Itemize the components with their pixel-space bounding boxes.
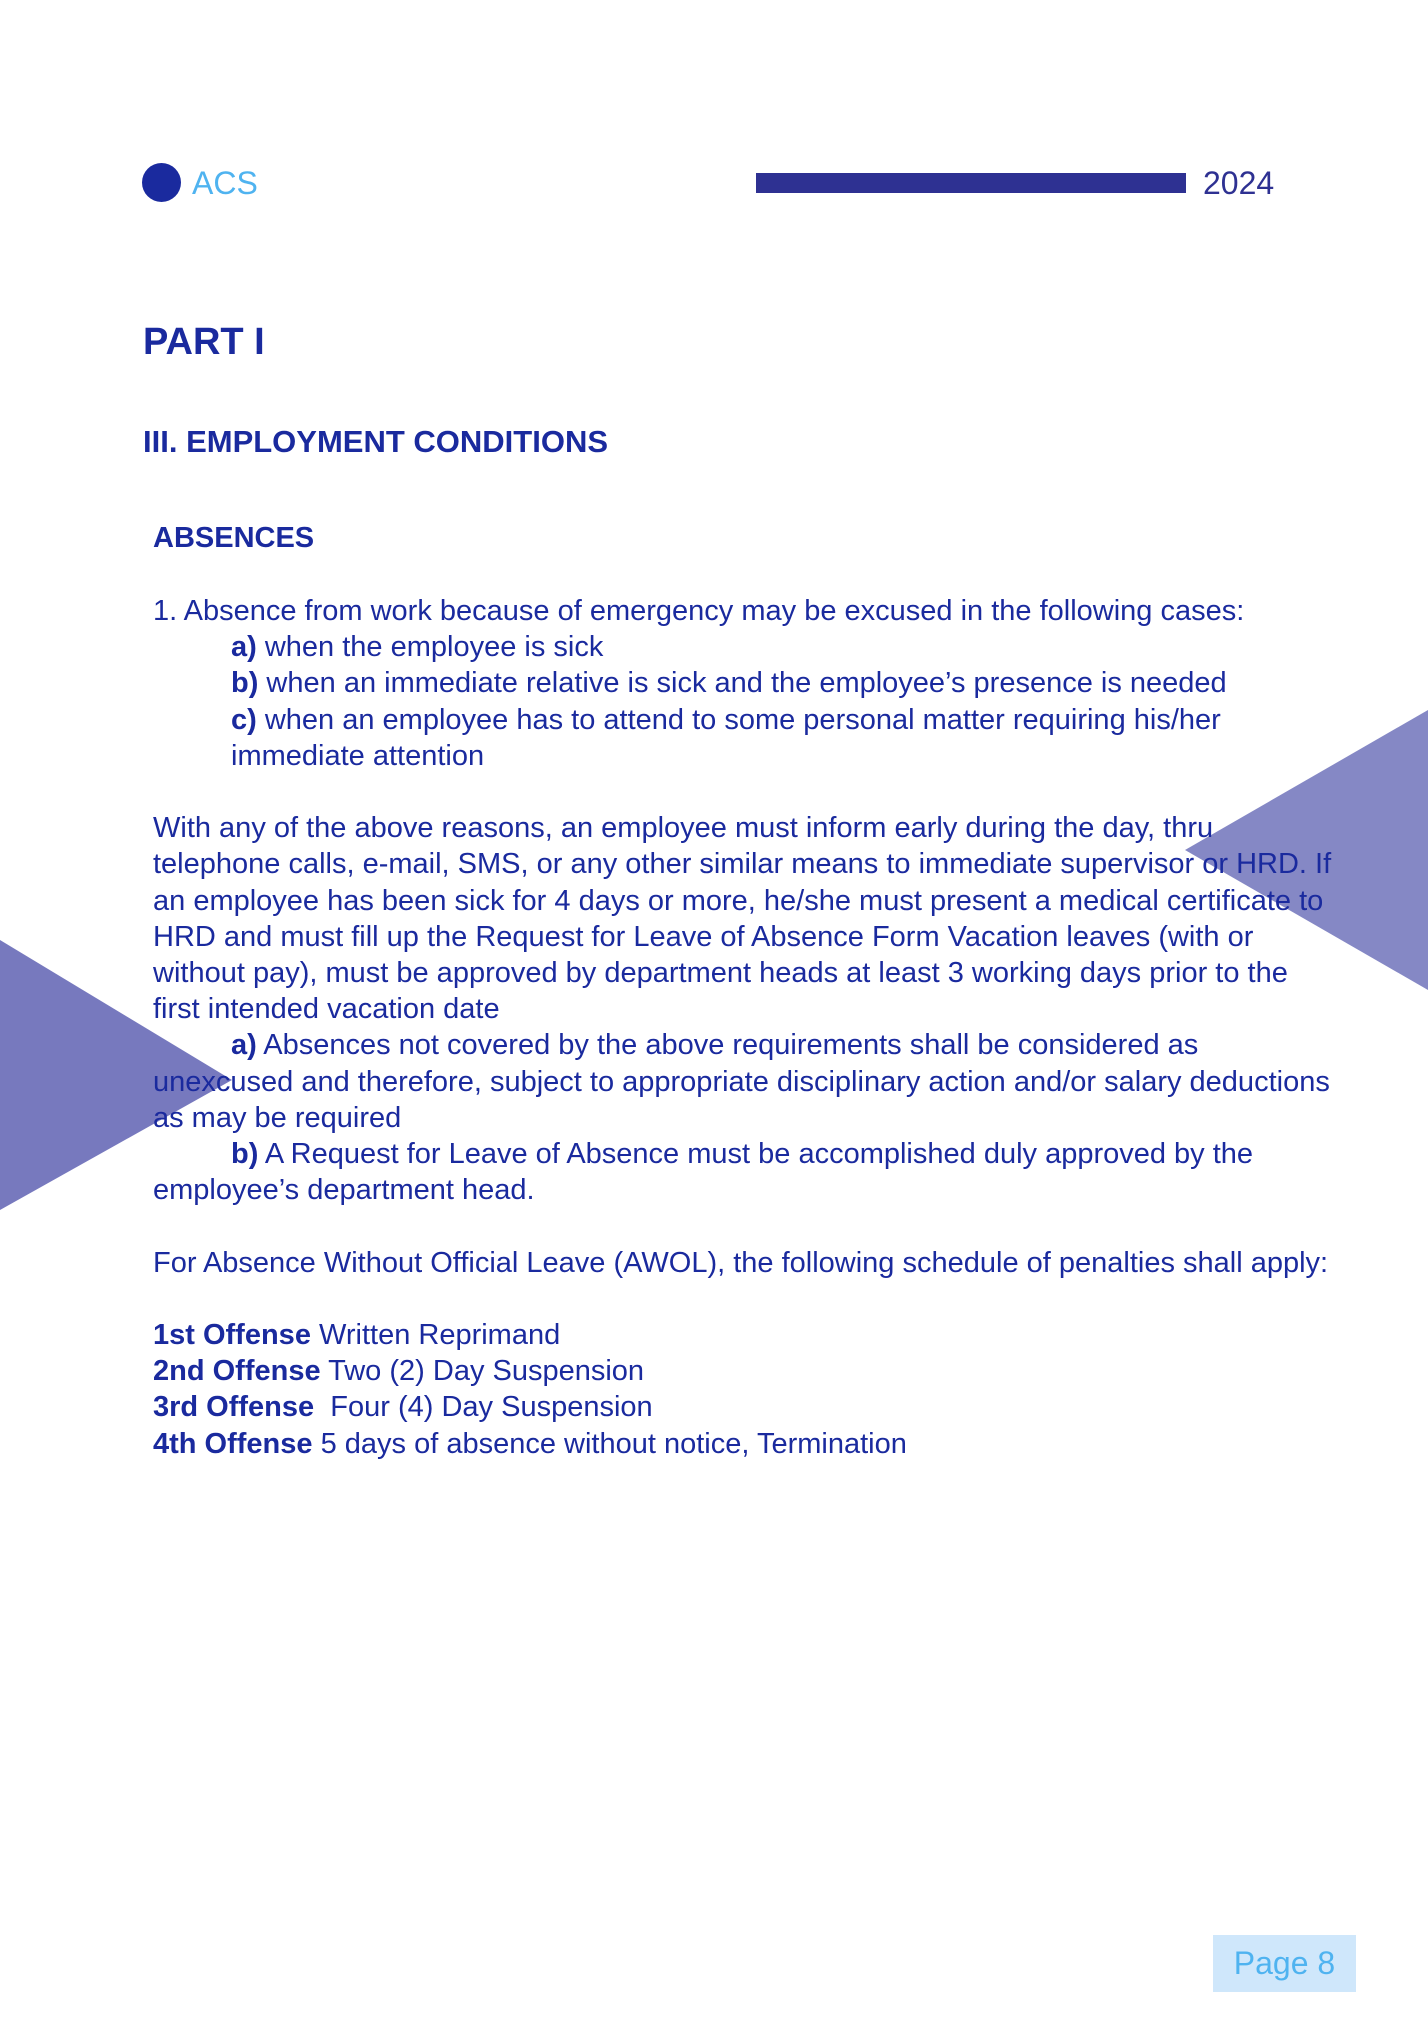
brand-dot-icon [142,163,181,202]
header-bar [756,173,1186,193]
absences-intro: 1. Absence from work because of emergency may be excused in the following cases: [153,595,1245,627]
penalty-item [153,1353,1333,1389]
case-item [153,629,1333,665]
rule-text: Absences not covered by the above requirements shall be considered as unexcused and therefore, subject to appropriate disciplinary action and/or salary deductions as may be required [153,1029,1330,1134]
case-label: c) [231,703,257,736]
offense-label: 2nd Offense [153,1355,321,1388]
offense-label: 3rd Offense [153,1391,315,1424]
penalty-item [153,1317,1333,1353]
absences-heading: ABSENCES [153,522,315,554]
notice-paragraph: With any of the above reasons, an employee must inform early during the day, thru telephone calls, e-mail, SMS, or any other similar means to immediate supervisor or HRD. If an employee has been sick for 4 days or more, he/she must present a medical certificate to HRD and must fill up the Request for Leave of Absence Form Vacation leaves (with or without pay), must be approved by department heads at least 3 working days prior to the first intended vacation date [153,812,1332,1026]
offense-label: 1st Offense [153,1319,311,1352]
page-number-badge: Page 8 [1213,1935,1356,1992]
case-text: when the employee is sick [256,631,604,664]
spacer [153,1281,1333,1317]
spacer [153,1208,1333,1244]
rule-label: b) [231,1138,259,1171]
case-item [153,702,1333,774]
case-text: when an immediate relative is sick and the employee’s presence is needed [258,667,1227,700]
offense-label: 4th Offense [153,1427,313,1460]
penalty-text: Four (4) Day Suspension [314,1391,653,1424]
spacer [153,774,1333,810]
penalty-text: Written Reprimand [310,1319,561,1352]
header-brand: ACS [192,165,258,201]
section-title: III. EMPLOYMENT CONDITIONS [143,424,609,459]
rule-item [153,1027,1333,1136]
rule-item [153,1136,1333,1208]
penalty-text: Two (2) Day Suspension [320,1355,645,1388]
header-year: 2024 [1203,165,1275,201]
penalty-item [153,1389,1333,1425]
absences-section [153,520,1333,1462]
rule-label: a) [231,1029,257,1062]
case-label: a) [231,631,257,664]
case-label: b) [231,667,259,700]
rule-text: A Request for Leave of Absence must be accomplished duly approved by the employee’s department head. [153,1138,1254,1207]
case-item [153,665,1333,701]
part-title: PART I [143,321,265,363]
case-text: when an employee has to attend to some personal matter requiring his/her immediate attention [231,703,1221,772]
penalty-item [153,1426,1333,1462]
awol-intro: For Absence Without Official Leave (AWOL), the following schedule of penalties shall apply: [153,1246,1329,1279]
penalty-text: 5 days of absence without notice, Termination [312,1427,907,1460]
